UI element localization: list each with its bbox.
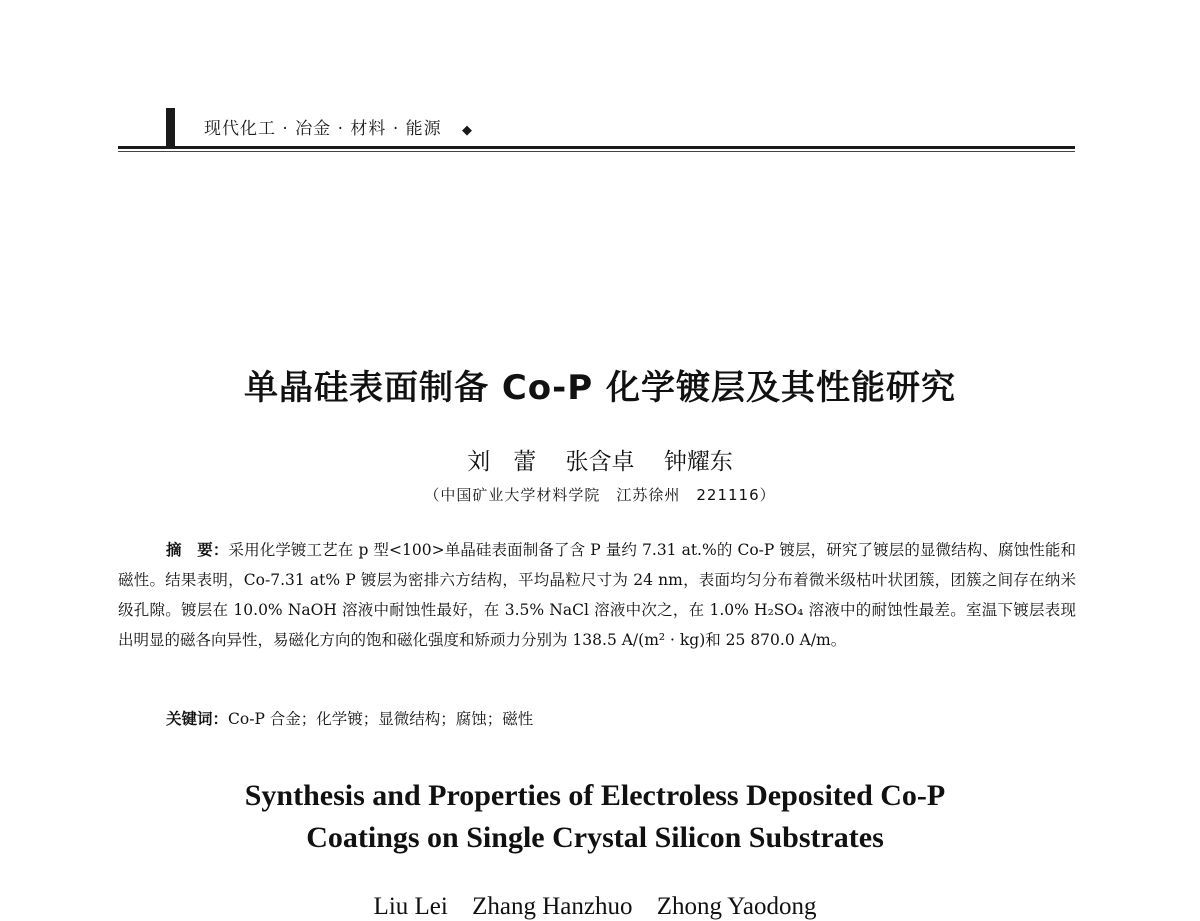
journal-header-text	[204, 114, 473, 139]
diamond-icon: ◆	[462, 123, 474, 138]
title-chinese: 单晶硅表面制备 Co-P 化学镀层及其性能研究	[243, 368, 956, 408]
running-header	[118, 108, 1075, 148]
author-en-1: Liu Lei	[373, 893, 448, 920]
authors-english	[0, 893, 1190, 921]
author-cn-1: 刘 蕾	[467, 449, 537, 475]
title-english-line-2: Coatings on Single Crystal Silicon Substrates	[306, 821, 884, 854]
affiliation-chinese: （中国矿业大学材料学院 江苏徐州 221116）	[424, 486, 776, 504]
author-en-3: Zhong Yaodong	[656, 893, 817, 920]
authors-chinese	[0, 443, 1200, 476]
title-english	[0, 775, 1190, 859]
keywords-chinese	[166, 707, 533, 729]
author-en-2: Zhang Hanzhuo	[472, 893, 633, 920]
title-english-line-1: Synthesis and Properties of Electroless Deposited Co-P	[244, 779, 946, 812]
abstract-label: 摘 要：	[166, 541, 229, 559]
header-rule-thin	[118, 151, 1075, 152]
header-rule	[118, 146, 1075, 149]
abstract-chinese	[118, 535, 1076, 655]
author-cn-3: 钟耀东	[663, 449, 733, 475]
abstract-text: 采用化学镀工艺在 p 型<100>单晶硅表面制备了含 P 量约 7.31 at.%的 Co-P 镀层，研究了镀层的显微结构、腐蚀性能和磁性。结果表明，Co-7.31 at% P 镀层为密排六方结构，平均晶粒尺寸为 24 nm，表面均匀分布着微米级枯叶状团簇，团簇之间存在纳米级孔隙。镀层在 10.0% NaOH 溶液中耐蚀性最好，在 3.5% NaCl 溶液中次之，在 1.0% H₂SO₄ 溶液中的耐蚀性最差。室温下镀层表现出明显的磁各向异性，易磁化方向的饱和磁化强度和矫顽力分别为 138.5 A/(m² · kg)和 25 870.0 A/m。	[118, 541, 1076, 649]
keywords-text: Co-P 合金；化学镀；显微结构；腐蚀；磁性	[228, 710, 534, 728]
header-marker-bar	[166, 108, 175, 146]
author-cn-2: 张含卓	[565, 449, 635, 475]
journal-section-name: 现代化工 · 冶金 · 材料 · 能源	[204, 119, 442, 139]
keywords-label: 关键词：	[166, 710, 229, 728]
